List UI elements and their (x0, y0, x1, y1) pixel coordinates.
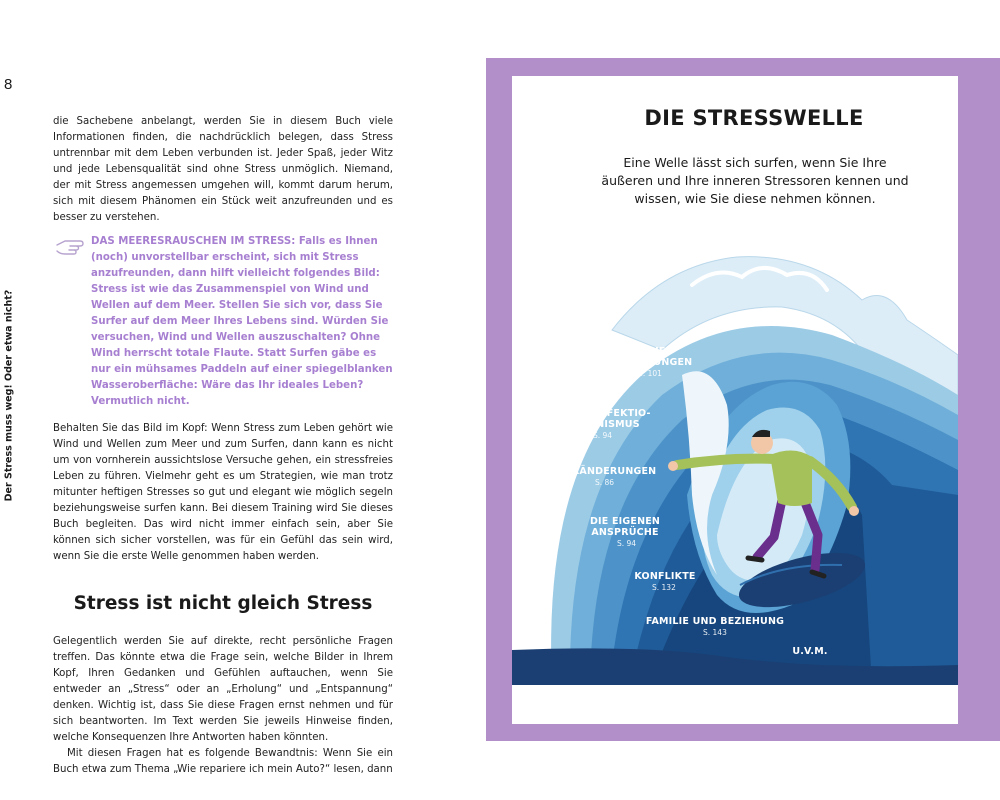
page-number: 8 (4, 76, 13, 93)
wave-label-hohe-erwartungen (590, 346, 710, 379)
paragraph-surfing: Behalten Sie das Bild im Kopf: Wenn Stress zum Leben gehört wie Wind und Wellen zum Meer und zum Surfen, dann kann es nicht um von vornherein aussichtslose Versuche gehen, ein stressfreies Leben zu führen. Vielmehr geht es um Strategien, wie man trotz mitunter heftigen Stresses so gut und elegant wie möglich segeln beziehungsweise surfen kann. Bei diesem Training wird Sie dieses Buch begleiten. Das wird nicht immer einfach sein, aber Sie können sich sicher vorstellen, was für ein Gefühl das sein wird, wenn Sie die erste Welle genommen haben werden. (53, 423, 393, 562)
wave-label-title: KONFLIKTE (634, 571, 696, 582)
wave-label-title: HOHE ERWARTUNGEN (607, 346, 693, 368)
tip-box (53, 234, 393, 410)
paragraph-intro: die Sachebene anbelangt, werden Sie in diesem Buch viele Informationen finden, die nachdrücklich belegen, dass Stress untrennbar mit dem Leben verbunden ist. Jeder Spaß, jeder Witz und jede Lebensqualität sind ohne Stress unmöglich. Niemand, der mit Stress angemessen umgehen will, kommt darum herum, sich mit diesem Phänomen ein Stück weit anzufreunden und es besser zu verstehen. (53, 116, 393, 223)
infobox-subtitle: Eine Welle lässt sich surfen, wenn Sie Ihre äußeren und Ihre inneren Stressoren kennen und wissen, wie Sie diese nehmen können. (601, 155, 909, 206)
tip-text: DAS MEERESRAUSCHEN IM STRESS: Falls es Ihnen (noch) unvorstellbar erscheint, sich mit Stress anzufreunden, dann hilft vielleicht folgendes Bild: Stress ist wie das Zusammenspiel von Wind und Wellen auf dem Meer. Stellen Sie sich vor, dass Sie Surfer auf dem Meer Ihres Lebens sind. Würden Sie versuchen, Wind und Wellen auszuschalten? Ohne Wind herrscht totale Flaute. Statt Surfen gäbe es nur ein mühsames Paddeln auf einer spiegelblanken Wasseroberfläche: Wäre das Ihr ideales Leben? Vermutlich nicht. (91, 236, 393, 407)
wave-label-title: VERÄNDERUNGEN (557, 466, 657, 477)
wave-label-title: FAMILIE UND BEZIEHUNG (645, 616, 785, 627)
wave-label-title: PERFEKTIO- NISMUS (585, 408, 651, 430)
section-heading: Stress ist nicht gleich Stress (73, 593, 373, 614)
wave-label-veraenderungen (552, 466, 662, 488)
wave-label-uvm (780, 646, 840, 657)
wave-label-page: S. 143 (703, 628, 727, 637)
wave-label-perfektionismus (568, 408, 668, 441)
wave-label-page: S. 101 (638, 369, 662, 378)
wave-label-page: S. 86 (595, 478, 615, 487)
wave-label-familie-und-beziehung (640, 616, 790, 638)
pointing-hand-icon (56, 236, 86, 256)
wave-label-konflikte (620, 571, 710, 593)
wave-label-title: DIE EIGENEN ANSPRÜCHE (589, 516, 661, 538)
paragraph-continuation: Mit diesen Fragen hat es folgende Bewandtnis: Wenn Sie ein Buch etwa zum Thema „Wie repariere ich mein Auto?“ lesen, dann (53, 748, 393, 775)
running-head (2, 290, 16, 500)
wave-label-page: S. 94 (617, 539, 637, 548)
left-column (53, 114, 393, 778)
running-head-text: Der Stress muss weg! Oder etwa nicht? (3, 289, 15, 501)
infobox-title: DIE STRESSWELLE (644, 106, 864, 130)
wave-label-title: U.V.M. (792, 646, 828, 657)
wave-label-die-eigenen-ansprueche (580, 516, 670, 549)
wave-label-page: S. 132 (652, 583, 676, 592)
wave-label-page: S. 94 (593, 431, 613, 440)
paragraph-questions: Gelegentlich werden Sie auf direkte, recht persönliche Fragen treffen. Das könnte etwa die Frage sein, welche Bilder in Ihrem Kopf, Ihren Gedanken und Gefühlen auftauchen, wenn Sie entweder an „Stress“ oder an „Erholung“ und „Entspannung“ denken. Wichtig ist, dass Sie diese Fragen ernst nehmen und für sich beantworten. Im Text werden Sie jeweils Hinweise finden, welche Konsequenzen Ihre Antworten haben könnten. (53, 636, 393, 743)
